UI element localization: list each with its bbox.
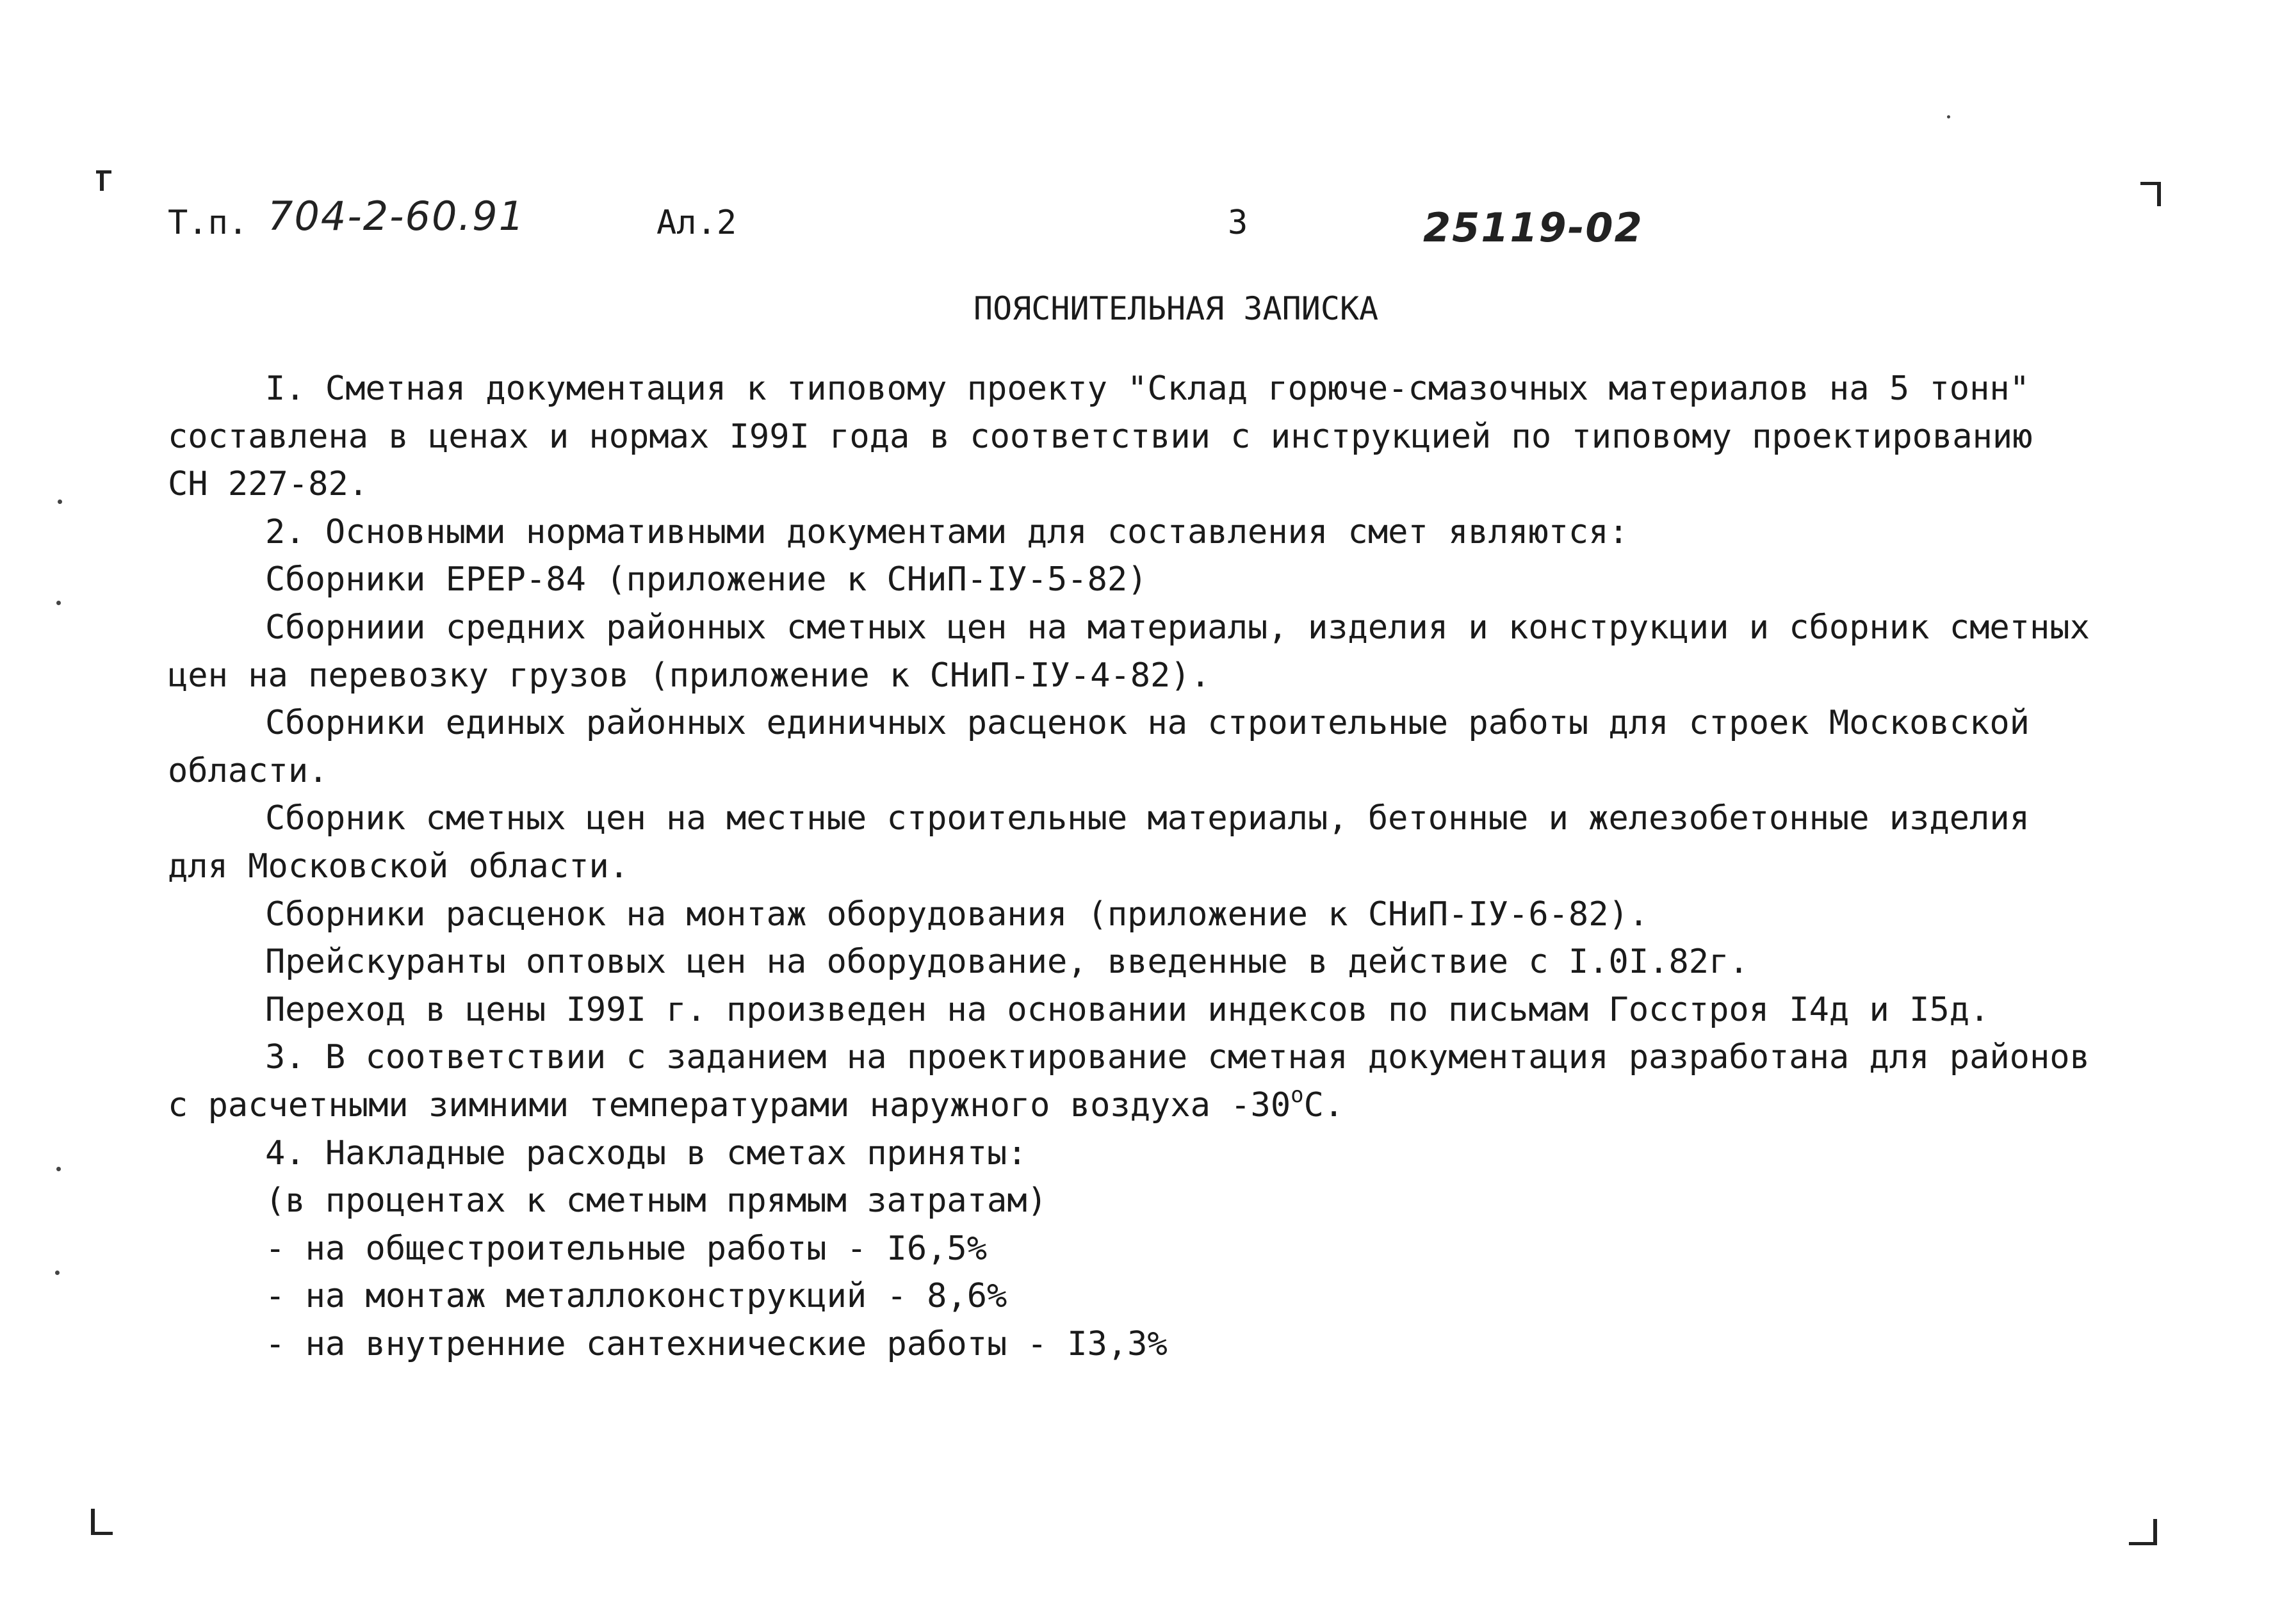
text-line-content: СН 227-82. [168, 465, 369, 504]
body-text [168, 365, 2128, 1368]
text-line [168, 604, 2128, 652]
text-line-content: 4. Накладные расходы в сметах приняты: [265, 1133, 1027, 1173]
scan-speck [1947, 115, 1950, 118]
text-line [168, 460, 2128, 508]
text-line-content: для Московской области. [168, 847, 630, 886]
text-line [168, 1177, 2128, 1225]
scan-speck [56, 1167, 61, 1171]
text-line-content: с расчетными зимними температурами наружного воздуха -30 [168, 1085, 1291, 1125]
document-title: ПОЯСНИТЕЛЬНАЯ ЗАПИСКА [974, 290, 1379, 327]
text-line-content: Сборник сметных цен на местные строительные материалы, бетонные и железобетонные изделия [265, 799, 2030, 838]
text-line-content: Переход в цены I99I г. произведен на основании индексов по письмам Госстроя I4д и I5д. [265, 990, 1990, 1029]
text-line [168, 747, 2128, 795]
text-line [168, 1225, 2128, 1273]
text-line [168, 556, 2128, 604]
header-prefix: Т.п. [168, 204, 248, 242]
text-line [168, 795, 2128, 843]
text-line-content: составлена в ценах и нормах I99I года в соответствии с инструкцией по типовому проектированию [168, 417, 2033, 456]
text-line-tail: С. [1303, 1085, 1344, 1125]
text-line-content: Прейскуранты оптовых цен на оборудование, введенные в действие с I.0I.82г. [265, 943, 1749, 982]
scan-speck [55, 1271, 60, 1275]
text-line [168, 1082, 2128, 1130]
text-line-content: Сборники единых районных единичных расценок на строительные работы для строек Московской [265, 704, 2030, 743]
text-line-content: Сборниии средних районных сметных цен на материалы, изделия и конструкции и сборник сметных [265, 608, 2090, 647]
text-line-content: - на внутренние сантехнические работы - I3,3% [265, 1324, 1168, 1363]
text-line-content: области. [168, 751, 329, 790]
text-line [168, 891, 2128, 939]
text-line [168, 1130, 2128, 1178]
text-line-content: - на монтаж металлоконструкций - 8,6% [265, 1277, 1007, 1316]
degree-superscript: о [1291, 1082, 1304, 1108]
text-line [168, 843, 2128, 891]
text-line [168, 699, 2128, 747]
text-line-content: 2. Основными нормативными документами для составления смет являются: [265, 512, 1629, 551]
text-line-content: 3. В соответствии с заданием на проектирование сметная документация разработана для районов [265, 1038, 2090, 1077]
text-line [168, 365, 2128, 413]
text-line [168, 938, 2128, 986]
header-page-number: 3 [1228, 204, 1248, 242]
text-line-content: Сборники ЕРЕР-84 (приложение к СНиП-IУ-5-82) [265, 560, 1148, 599]
scan-speck [56, 601, 61, 605]
header-tp-number: 704-2-60.91 [268, 193, 526, 240]
text-line [168, 986, 2128, 1034]
text-line [168, 508, 2128, 556]
text-line-content: (в процентах к сметным прямым затратам) [265, 1181, 1047, 1221]
text-line [168, 1320, 2128, 1368]
text-line [168, 652, 2128, 700]
header-album: Ал.2 [656, 204, 737, 242]
text-line-content: I. Сметная документация к типовому проекту "Склад горюче-смазочных материалов на 5 тонн" [265, 369, 2030, 408]
text-line [168, 413, 2128, 461]
text-line-content: цен на перевозку грузов (приложение к СНиП-IУ-4-82). [168, 656, 1210, 695]
text-line-content: Сборники расценок на монтаж оборудования (приложение к СНиП-IУ-6-82). [265, 895, 1649, 934]
header-doc-number: 25119-02 [1423, 204, 1643, 251]
text-line-content: - на общестроительные работы - I6,5% [265, 1229, 988, 1268]
text-line [168, 1272, 2128, 1320]
text-line [168, 1034, 2128, 1082]
scan-speck [58, 499, 62, 504]
